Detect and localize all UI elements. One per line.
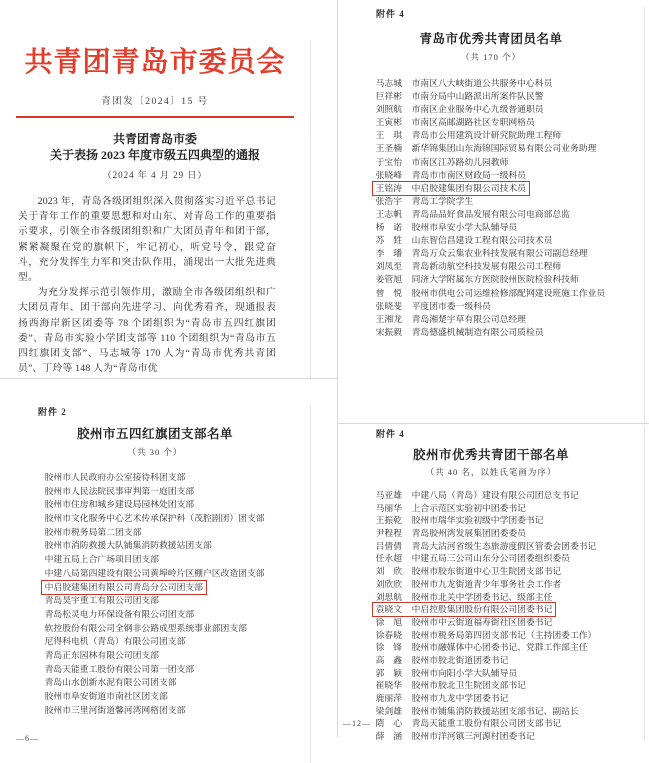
person-name: 徐 旭	[375, 616, 403, 627]
person-name: 巨祥彬	[375, 91, 403, 102]
person-position: 上合示范区实验初中团委书记	[411, 502, 526, 513]
list-item	[376, 259, 644, 272]
person-name: 王铭涛	[375, 182, 403, 193]
person-position: 青岛市公用建筑设计研究院助理工程师	[411, 130, 562, 141]
person-position: 胶州市阜安小学大队辅导员	[411, 222, 518, 233]
list-item	[45, 470, 310, 484]
person-name: 徐 锋	[375, 642, 403, 653]
page-number: —12—	[343, 719, 371, 728]
panel-notice-document	[0, 0, 337, 378]
person-position: 胶州市税务局第四团支部书记（主持团委工作）	[411, 629, 597, 640]
list-item	[45, 538, 310, 552]
member-page	[338, 7, 645, 430]
list-item	[376, 128, 644, 141]
branch-name: 青岛天能重工股份有限公司第一团支部	[44, 663, 195, 674]
person-name: 王振乾	[375, 515, 403, 526]
list-item	[376, 286, 644, 299]
person-position: 中建八局（青岛）建设有限公司团总支书记	[411, 490, 579, 500]
branch-name: 中启胶建集团有限公司青岛分公司团支部	[44, 581, 203, 592]
person-name: 尹程程	[375, 528, 403, 539]
person-position: 中启胶建集团有限公司技术员	[411, 182, 526, 193]
branch-name: 胶州市三里河街道馨河湾网格团支部	[44, 704, 186, 715]
cadre-list-count: （共 40 名，以姓氏笔画为序）	[425, 467, 557, 477]
person-name: 马志城	[375, 78, 403, 88]
list-item	[45, 703, 310, 717]
branch-name: 胶州市住房和城乡建设局园林处团支部	[44, 499, 195, 510]
branch-name: 青岛松灵电力环保设备有限公司团支部	[44, 608, 195, 619]
person-name: 马丽华	[375, 502, 403, 513]
person-name: 吕倩倩	[375, 540, 403, 551]
person-name: 王寅彬	[375, 117, 403, 128]
person-name: 宋振毅	[375, 326, 403, 337]
list-item	[376, 704, 644, 717]
member-list	[376, 76, 644, 338]
person-position: 胶州市融媒体中心团委书记、党群工作部主任	[411, 642, 588, 653]
list-item	[376, 602, 644, 615]
person-position: 市南区高邮湖路社区专职网格员	[411, 117, 535, 128]
person-name: 李 璠	[375, 248, 403, 259]
list-item	[45, 634, 310, 648]
branch-name: 青岛山水创新水泥有限公司团支部	[44, 677, 177, 688]
person-position: 青岛工学院学生	[411, 195, 474, 206]
person-name: 姜管旭	[375, 274, 403, 285]
page-number: —6—	[16, 734, 39, 743]
list-item	[376, 141, 644, 154]
notice-paragraph-1: 2023 年，青岛各级团组织深入贯彻落实习近平总书记关于青年工作的重要思想和对山东、对青岛工作的重要指示要求，引领全市各级团组织和广大团员青年和团干部，紧紧凝聚在党的旗帜下，牢记初心，听党号令，跟党奋斗，充分发挥生力军和突击队作用，涌现出一大批先进典型。	[18, 196, 276, 284]
person-name: 王湘龙	[375, 313, 403, 324]
list-item	[376, 564, 644, 577]
member-list-count: （共 170 个）	[460, 52, 521, 62]
list-item	[45, 648, 310, 662]
person-name: 王圣楠	[375, 143, 403, 154]
person-name: 刘凤至	[375, 261, 403, 272]
list-item	[45, 566, 310, 580]
person-position: 新华锦集团山东海锦国际贸易有限公司业务助理	[411, 143, 597, 154]
panel-branch-list	[0, 378, 337, 743]
branch-name: 中建八局第四建设有限公司黄埠岭片区棚户区改造团支部	[44, 567, 265, 578]
person-position: 胶州市洋河镇三河源村团委书记	[411, 731, 535, 742]
person-position: 胶州市中云街道福寿街社区团委书记	[411, 616, 553, 627]
person-name: 苏 甡	[375, 235, 403, 246]
person-name: 张晓斐	[375, 300, 403, 311]
list-item	[376, 181, 644, 194]
person-position: 同济大学附属东方医院胶州医院检验科技师	[411, 274, 579, 285]
branch-name: 青岛正东园林有限公司团支部	[44, 649, 159, 660]
list-item	[376, 501, 644, 514]
person-name: 崔晓华	[375, 680, 403, 691]
list-item	[376, 666, 644, 679]
notice-title-line1: 共青团青岛市委	[112, 132, 197, 146]
list-item	[45, 497, 310, 511]
person-name: 任永超	[375, 553, 403, 564]
branch-name: 青岛昊宇重工有限公司团支部	[44, 595, 159, 606]
panel-cadre-list	[337, 423, 649, 742]
member-list-title: 青岛市优秀共青团员名单	[419, 32, 563, 46]
notice-body	[18, 194, 276, 376]
person-name: 隋 心	[375, 718, 403, 729]
person-position: 青岛品品好食品发展有限公司电商部总监	[411, 208, 570, 219]
list-item	[376, 653, 644, 666]
notice-title-line2: 关于表扬 2023 年度市级五四典型的通报	[49, 148, 260, 162]
branch-name: 胶州市文化服务中心艺术传承保护科（茂腔剧团）团支部	[44, 513, 265, 524]
person-position: 胶州市胶北街道团委书记	[411, 654, 509, 665]
person-name: 张浩宇	[375, 195, 403, 206]
person-name: 高 鑫	[375, 654, 403, 665]
notice-paragraph-2: 为充分发挥示范引领作用，激励全市各级团组织和广大团员青年、团干部向先进学习、向优秀看齐，现通报表扬西海岸新区团委等 78 个团组织为“青岛市五四红旗团委”、青岛市实验小学团支部等 110 个团组织为“青岛市五四红旗团支部”、马志城等 170 人为“青岛市优秀共青团员”、丁玲等 148 人为“青岛市优	[18, 287, 276, 375]
list-item	[45, 552, 310, 566]
person-position: 胶州市供电公司运维检修部配网建设班施工作业员	[411, 287, 606, 298]
person-position: 青岛新动航空科技发展有限公司工程师	[411, 261, 562, 272]
list-item	[376, 115, 644, 128]
attachment-label: 附件 2	[38, 407, 67, 417]
person-name: 曾 悦	[375, 287, 403, 298]
person-position: 中建五局三公司山东分公司团委组织委员	[411, 553, 570, 564]
list-item	[376, 590, 644, 603]
cadre-list	[376, 488, 644, 742]
branch-list-title: 胶州市五四红旗团支部名单	[76, 427, 233, 441]
cadre-page	[338, 427, 645, 740]
person-position: 胶州市九龙中学团委书记	[411, 693, 509, 703]
list-item	[376, 220, 644, 233]
person-position: 青岛万众云集农业科技发展有限公司副总经理	[411, 248, 588, 259]
person-position: 胶州市向阳小学大队辅导员	[411, 667, 518, 678]
list-item	[376, 168, 644, 181]
list-item	[376, 729, 644, 742]
branch-list	[45, 470, 310, 716]
list-item	[376, 207, 644, 220]
list-item	[45, 675, 310, 689]
list-item	[45, 621, 310, 635]
list-item	[376, 678, 644, 691]
doc-number: 青团发〔2024〕15 号	[101, 97, 209, 107]
red-divider-rule	[16, 116, 294, 118]
person-position: 青岛大沽河省级生态旅游度假区管委会团委书记	[411, 540, 597, 551]
person-name: 梁剑雄	[375, 705, 403, 716]
list-item	[376, 716, 644, 729]
person-name: 王 琪	[375, 130, 403, 141]
list-item	[376, 325, 644, 338]
list-item	[376, 246, 644, 259]
person-name: 马亚雄	[375, 490, 403, 500]
person-position: 市南区江苏路幼儿园教师	[411, 156, 509, 167]
person-position: 青岛湘楚宇草有限公司总经理	[411, 313, 526, 324]
branch-name: 胶州市阜安街道市南社区团支部	[44, 691, 168, 701]
person-position: 青岛德盛机械制造有限公司质检员	[411, 326, 544, 337]
person-name: 刘照航	[375, 104, 403, 115]
list-item	[45, 689, 310, 703]
person-position: 胶州市铺集消防救援站团支部书记、副站长	[411, 705, 579, 716]
person-position: 中启控股集团股份有限公司团委书记	[411, 604, 553, 615]
branch-name: 胶州市人民法院民事审判第一庭团支部	[44, 485, 195, 496]
list-item	[45, 607, 310, 621]
list-item	[376, 513, 644, 526]
person-position: 胶州市北关中学团委书记、级部主任	[411, 591, 553, 602]
branch-list-count: （共 30 个）	[127, 447, 183, 457]
person-position: 青岛市市南区财政局一级科员	[411, 169, 526, 180]
list-item	[45, 484, 310, 498]
person-name: 薛 涵	[375, 731, 403, 742]
branch-name: 软控股份有限公司全钢非公路成型系统事业部团支部	[44, 622, 247, 633]
branch-name: 尼得科电机（青岛）有限公司团支部	[44, 636, 186, 647]
list-item	[45, 580, 310, 594]
person-position: 市南分局中山路派出所案件队民警	[411, 91, 544, 102]
notice-page	[0, 40, 311, 418]
list-item	[376, 539, 644, 552]
person-name: 袁晓文	[375, 604, 403, 615]
person-position: 市南区八大峡街道公共服务中心科员	[411, 78, 553, 88]
list-item	[376, 488, 644, 501]
person-position: 胶州市瑞华实验初级中学团委书记	[411, 515, 544, 526]
list-item	[376, 155, 644, 168]
notice-title	[0, 131, 310, 163]
person-name: 于宝怡	[375, 156, 403, 167]
org-title: 共青团青岛市委员会	[24, 47, 286, 78]
list-item	[45, 525, 310, 539]
list-item	[376, 312, 644, 325]
person-name: 鹿丽萍	[375, 693, 403, 703]
person-position: 市南区企业服务中心九级普通职员	[411, 104, 544, 115]
cadre-list-title: 胶州市优秀共青团干部名单	[412, 448, 569, 462]
list-item	[376, 577, 644, 590]
person-name: 刘欣欣	[375, 578, 403, 589]
branch-name: 胶州市人民政府办公室接待科团支部	[44, 472, 186, 482]
notice-date: （2024 年 4 月 29 日）	[102, 170, 208, 180]
person-name: 杨 诺	[375, 222, 403, 233]
person-name: 王志帆	[375, 208, 403, 219]
person-name: 郭 颖	[375, 667, 403, 678]
person-name: 张晓峰	[375, 169, 403, 180]
list-item	[376, 76, 644, 89]
attachment-label: 附件 4	[376, 429, 405, 439]
list-item	[376, 640, 644, 653]
attachment-label: 附件 4	[376, 9, 405, 19]
list-item	[376, 615, 644, 628]
branch-name: 胶州市消防救援大队铺集消防救援站团支部	[44, 540, 212, 551]
person-position: 平度团市委一级科员	[411, 300, 491, 311]
list-item	[45, 593, 310, 607]
person-position: 胶州市九龙街道青少年事务社会工作者	[411, 578, 562, 589]
person-position: 青岛天能重工股份有限公司团支部书记	[411, 718, 562, 729]
person-name: 刘 欣	[375, 566, 403, 577]
list-item	[376, 233, 644, 246]
list-item	[45, 662, 310, 676]
list-item	[376, 102, 644, 115]
list-item	[376, 628, 644, 641]
person-name: 刘思航	[375, 591, 403, 602]
person-position: 胶州市胶北卫生院团支部书记	[411, 680, 526, 691]
list-item	[376, 526, 644, 539]
list-item	[376, 89, 644, 102]
person-position: 青岛胶州湾发展集团团委委员	[411, 528, 526, 539]
branch-name: 中建五局上合广场项目团支部	[44, 554, 159, 565]
branch-name: 胶州市税务局第二团支部	[44, 526, 142, 537]
panel-member-list	[337, 0, 649, 423]
list-item	[376, 272, 644, 285]
list-item	[376, 551, 644, 564]
list-item	[376, 691, 644, 704]
person-position: 山东智信昌建设工程有限公司技术员	[411, 235, 553, 246]
list-item	[45, 511, 310, 525]
person-position: 胶州市胶东街道中心卫生院团支部书记	[411, 566, 562, 577]
person-name: 徐春晓	[375, 629, 403, 640]
branch-page	[0, 405, 311, 763]
